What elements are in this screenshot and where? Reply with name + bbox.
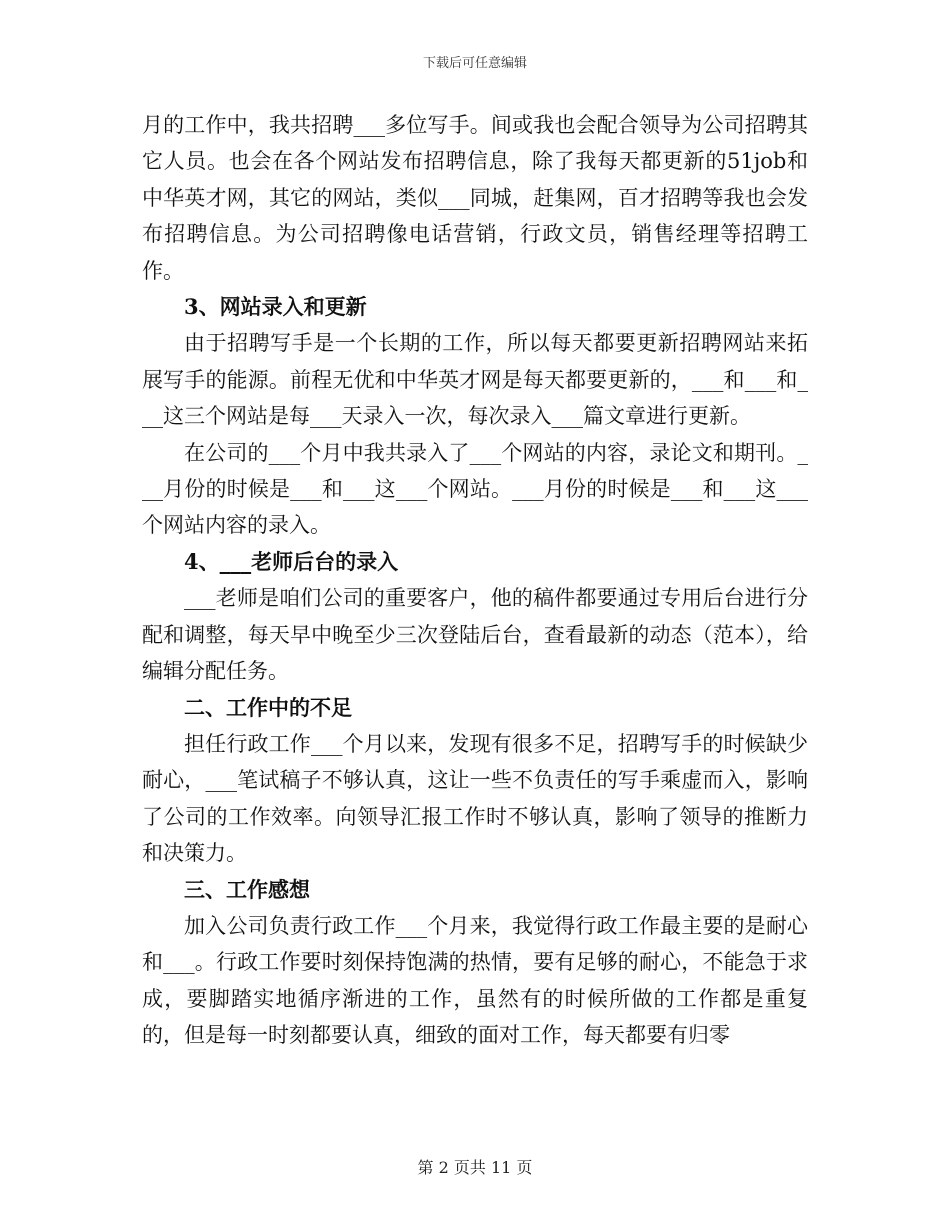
body-paragraph-5: 担任行政工作___个月以来，发现有很多不足，招聘写手的时候缺少耐心，___笔试稿子不够认真，这让一些不负责任的写手乘虚而入，影响了公司的工作效率。向领导汇报工作时不够认真，影响了领导的推断力和决策力。	[142, 731, 808, 866]
body-paragraph-6: 加入公司负责行政工作___个月来，我觉得行政工作最主要的是耐心和___。行政工作要时刻保持饱满的热情，要有足够的耐心，不能急于求成，要脚踏实地循序渐进的工作，虽然有的时候所做的工作都是重复的，但是每一时刻都要认真，细致的面对工作，每天都要有归零	[142, 913, 808, 1048]
section-heading-shortcomings: 二、工作中的不足	[184, 694, 352, 720]
section-heading-website-entry: 3、网站录入和更新	[184, 294, 367, 320]
page-header: 下载后可任意编辑	[422, 56, 527, 71]
body-paragraph-3: 在公司的___个月中我共录入了___个网站的内容，录论文和期刊。___月份的时候是___和___这___个网站。___月份的时候是___和___这___个网站内容的录入。	[142, 440, 808, 538]
document-body	[142, 107, 808, 1054]
body-paragraph-1: 月的工作中，我共招聘___多位写手。间或我也会配合领导为公司招聘其它人员。也会在各个网站发布招聘信息，除了我每天都更新的51job和中华英才网，其它的网站，类似___同城，赶集网，百才招聘等我也会发布招聘信息。为公司招聘像电话营销，行政文员，销售经理等招聘工作。	[142, 113, 808, 283]
body-paragraph-4: ___老师是咱们公司的重要客户，他的稿件都要通过专用后台进行分配和调整，每天早中晚至少三次登陆后台，查看最新的动态（范本），给编辑分配任务。	[142, 586, 808, 684]
section-heading-teacher-backend: 4、___老师后台的录入	[184, 548, 399, 574]
section-heading-reflections: 三、工作感想	[184, 876, 310, 902]
body-paragraph-2: 由于招聘写手是一个长期的工作，所以每天都要更新招聘网站来拓展写手的能源。前程无优和中华英才网是每天都要更新的，___和___和___这三个网站是每___天录入一次，每次录入___篇文章进行更新。	[142, 331, 808, 429]
page-footer: 第 2 页共 11 页	[417, 1158, 533, 1177]
